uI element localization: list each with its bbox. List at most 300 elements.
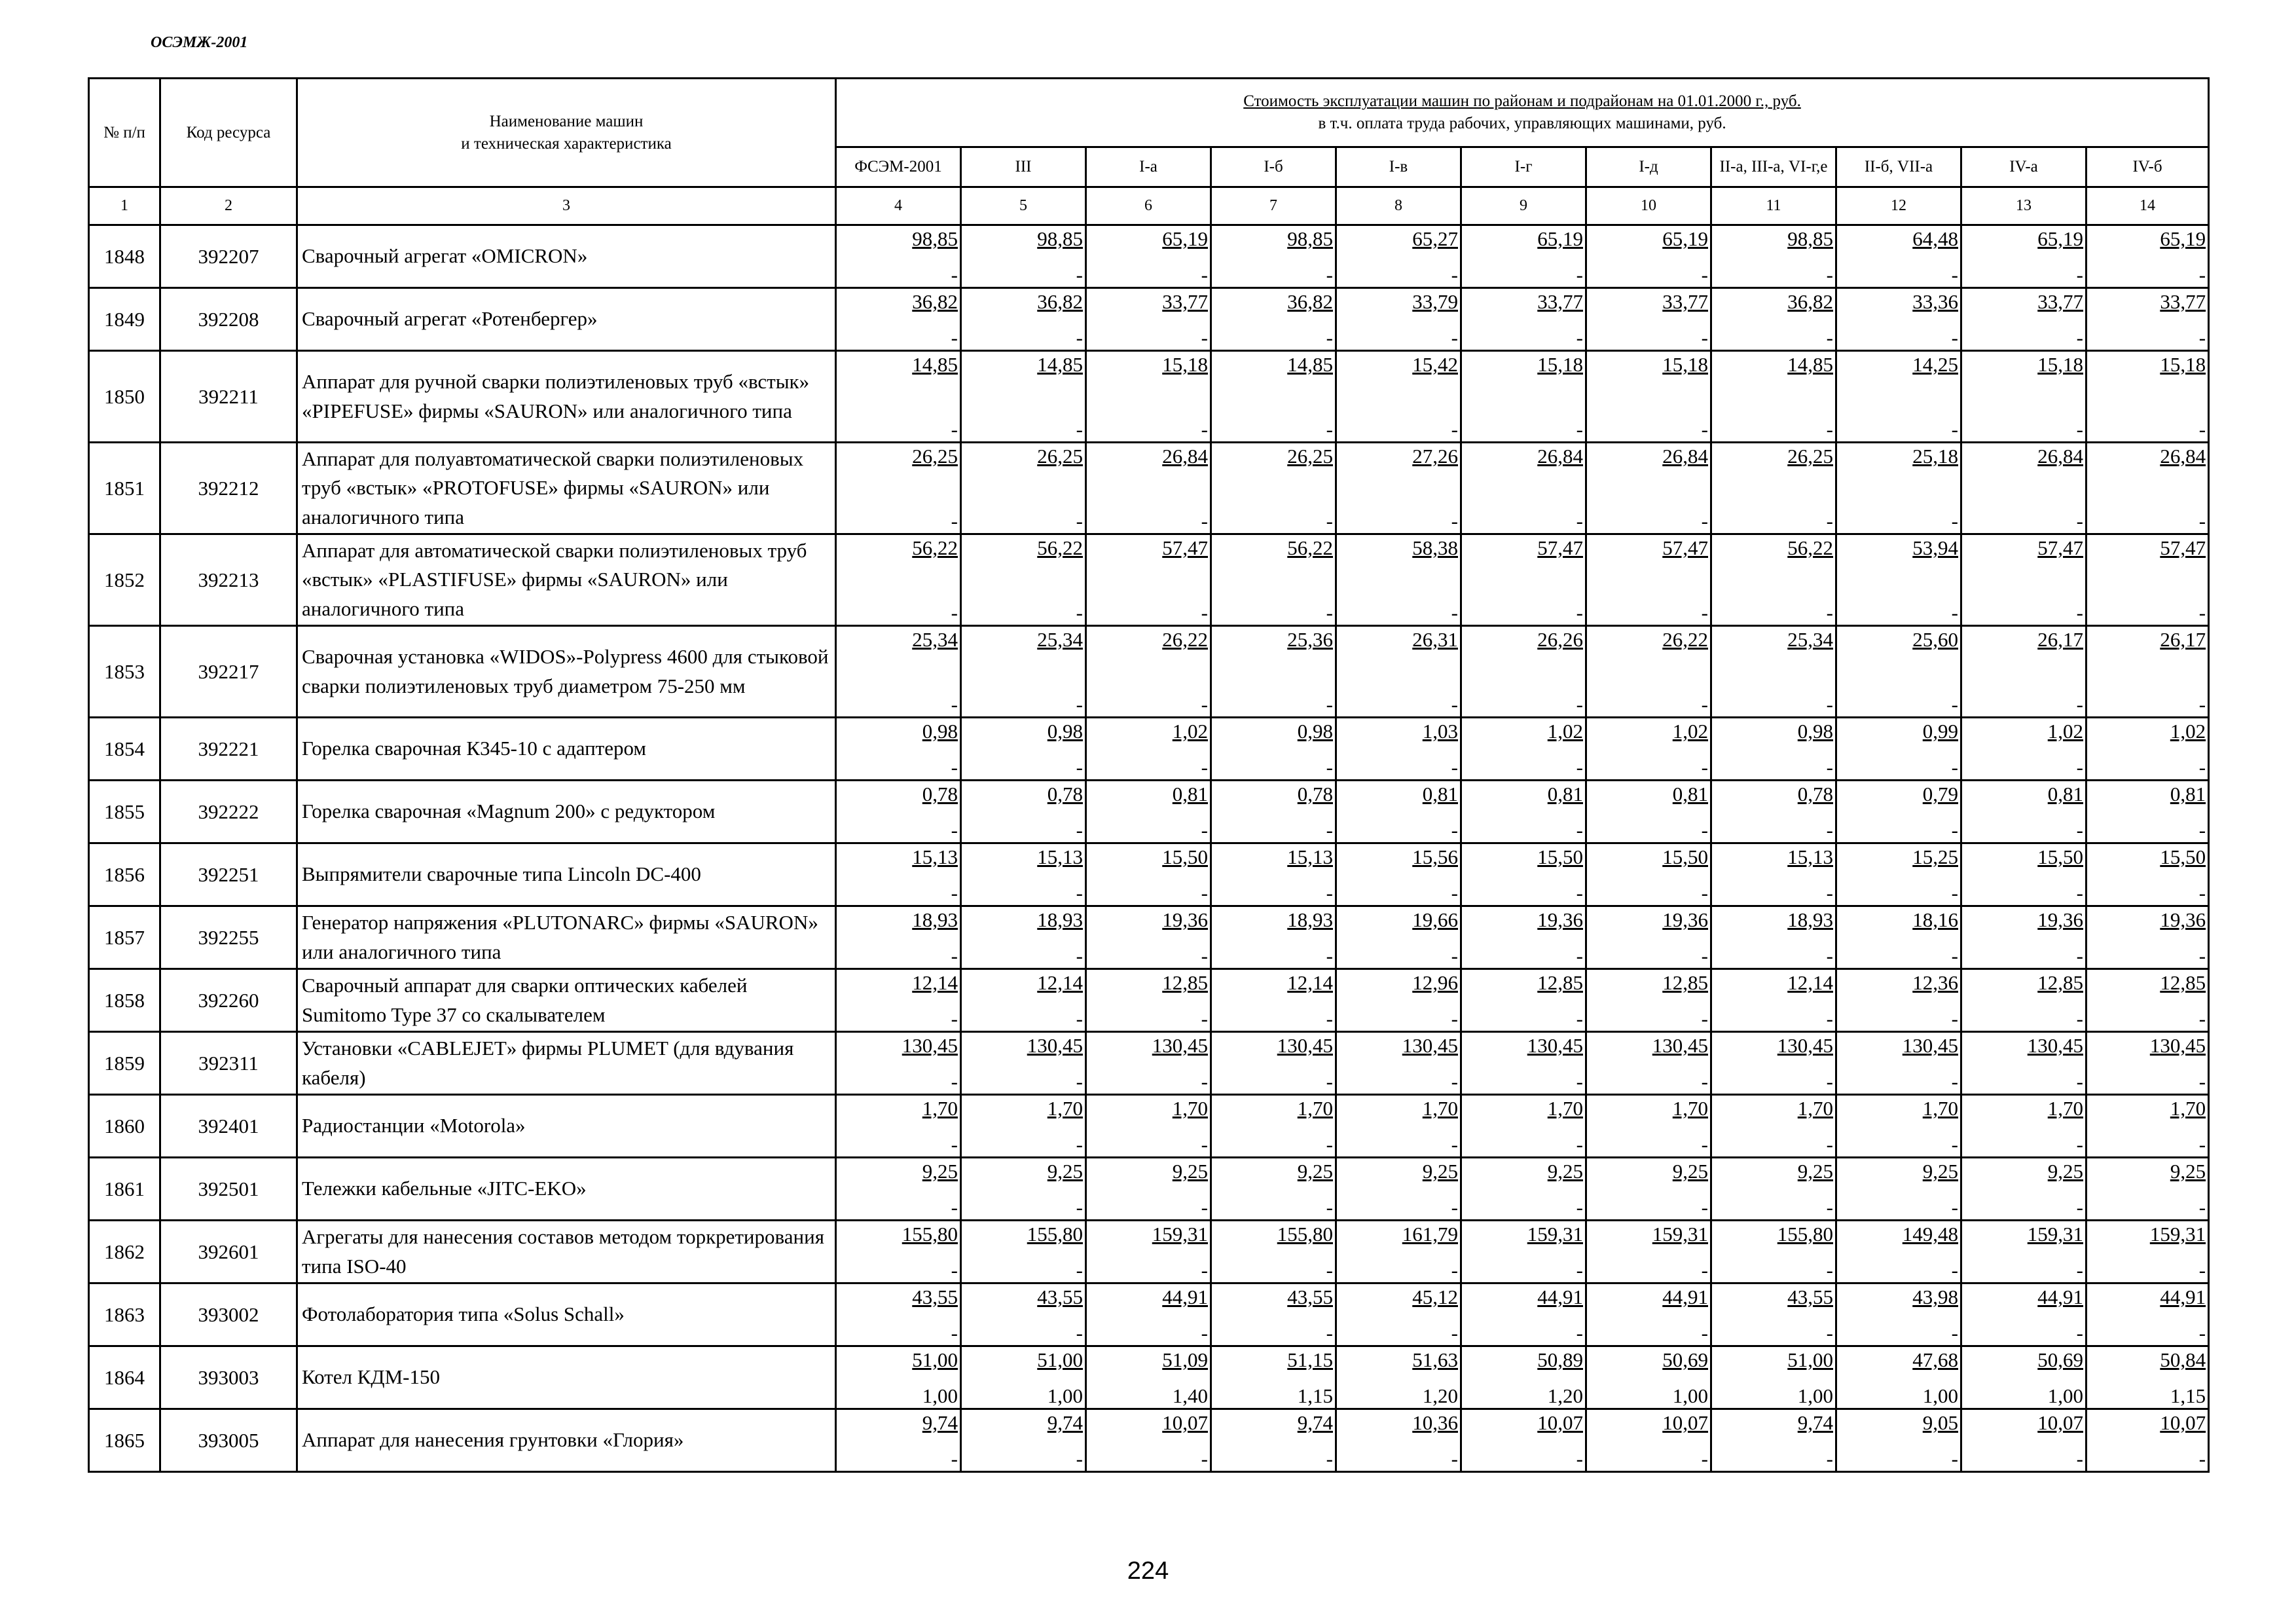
cost-cell [1836,969,1961,1032]
wage-value: - [1576,1196,1583,1219]
cost-cell [1461,781,1586,843]
cost-value: 53,94 [1912,536,1958,559]
wage-value: - [1451,1321,1458,1344]
column-number: 12 [1836,187,1961,225]
region-header: ФСЭМ-2001 [836,147,961,187]
wage-value: - [1076,263,1083,286]
cost-cell [1461,843,1586,906]
wage-value: - [1451,1133,1458,1156]
cost-cell [1336,718,1461,781]
cost-value: 14,25 [1912,353,1958,376]
wage-value: - [1701,1321,1708,1344]
cost-value: 130,45 [1777,1034,1833,1057]
cost-value: 19,36 [2160,908,2206,931]
machine-name: Аппарат для нанесения грунтовки «Глория» [297,1409,836,1472]
cost-cell [2086,1346,2209,1409]
wage-value: - [1576,756,1583,779]
cost-value: 56,22 [1787,536,1833,559]
cost-value: 15,50 [2037,845,2083,868]
cost-value: 26,25 [1287,445,1333,468]
cost-value: 9,25 [1922,1160,1958,1183]
wage-value: - [1326,1259,1333,1282]
cost-cell [1086,718,1211,781]
column-number: 4 [836,187,961,225]
cost-value: 9,25 [1047,1160,1083,1183]
cost-cell [1086,1409,1211,1472]
cost-value: 19,36 [1537,908,1583,931]
row-number: 1854 [89,718,160,781]
wage-value: - [1451,944,1458,967]
wage-value: - [1951,1007,1958,1030]
cost-value: 19,36 [2037,908,2083,931]
column-number: 3 [297,187,836,225]
resource-code: 392212 [160,443,297,534]
wage-value: - [1576,881,1583,904]
wage-value: - [1076,1196,1083,1219]
wage-value: 1,00 [1797,1384,1833,1407]
wage-value: - [2198,1196,2206,1219]
wage-value: - [1451,819,1458,841]
cost-cell [836,781,961,843]
cost-value: 0,78 [922,783,958,805]
cost-cell [1336,906,1461,969]
cost-cell [1836,1032,1961,1095]
cost-cell [1461,1095,1586,1158]
cost-cell [1211,288,1336,351]
column-number-row [89,187,2209,225]
cost-cell [1461,718,1586,781]
cost-value: 1,70 [2170,1097,2206,1120]
cost-value: 0,78 [1297,783,1333,805]
wage-value: - [951,693,958,716]
wage-value: - [951,418,958,441]
cost-value: 57,47 [1662,536,1708,559]
cost-value: 10,07 [1662,1411,1708,1434]
cost-cell [1711,969,1836,1032]
header-code: Код ресурса [160,79,297,187]
header-cost-subtitle: в т.ч. оплата труда рабочих, управляющих машинами, руб. [1318,115,1726,132]
cost-value: 64,48 [1912,227,1958,250]
cost-cell [1336,1283,1461,1346]
cost-value: 26,25 [1787,445,1833,468]
table-row [89,351,2209,443]
wage-value: - [1451,263,1458,286]
cost-cell [1086,1221,1211,1283]
cost-value: 25,34 [912,628,958,651]
wage-value: - [2076,756,2083,779]
cost-cell [2086,1095,2209,1158]
wage-value: - [2198,881,2206,904]
machine-name: Сварочная установка «WIDOS»-Polypress 4600 для стыковой сварки полиэтиленовых труб диаметром 75-250 мм [297,626,836,718]
cost-cell [1961,1158,2086,1221]
cost-cell [1461,1221,1586,1283]
wage-value: - [1576,1259,1583,1282]
cost-value: 50,69 [2037,1348,2083,1371]
wage-value: - [1826,418,1833,441]
cost-value: 98,85 [1037,227,1083,250]
wage-value: - [1076,1259,1083,1282]
machine-name: Сварочный аппарат для сварки оптических кабелей Sumitomo Type 37 со скалывателем [297,969,836,1032]
cost-value: 15,13 [912,845,958,868]
wage-value: - [1576,819,1583,841]
wage-value: - [1451,326,1458,349]
wage-value: - [1326,418,1333,441]
cost-cell [1086,288,1211,351]
cost-value: 0,98 [1297,720,1333,743]
wage-value: - [1201,263,1208,286]
wage-value: - [2076,881,2083,904]
wage-value: - [2076,326,2083,349]
cost-cell [1586,1283,1711,1346]
wage-value: - [1201,601,1208,624]
cost-cell [1086,225,1211,288]
wage-value: - [2076,1007,2083,1030]
cost-value: 18,93 [1037,908,1083,931]
cost-cell [2086,906,2209,969]
wage-value: - [1701,881,1708,904]
table-row [89,969,2209,1032]
cost-value: 10,36 [1412,1411,1458,1434]
wage-value: - [2198,1259,2206,1282]
cost-value: 15,50 [1162,845,1208,868]
cost-value: 15,56 [1412,845,1458,868]
cost-cell [1336,781,1461,843]
wage-value: - [951,944,958,967]
cost-value: 15,50 [1662,845,1708,868]
wage-value: - [1326,756,1333,779]
wage-value: - [1326,1196,1333,1219]
cost-cell [1461,1346,1586,1409]
cost-value: 33,77 [2037,290,2083,313]
cost-value: 0,78 [1047,783,1083,805]
cost-cell [961,1409,1086,1472]
wage-value: - [1201,693,1208,716]
cost-cell [1336,969,1461,1032]
cost-value: 45,12 [1412,1285,1458,1308]
cost-cell [1586,288,1711,351]
wage-value: - [2076,693,2083,716]
wage-value: - [1826,819,1833,841]
wage-value: - [1451,881,1458,904]
wage-value: - [1201,326,1208,349]
cost-value: 12,96 [1412,971,1458,994]
wage-value: - [2198,263,2206,286]
wage-value: - [1701,326,1708,349]
cost-value: 12,14 [912,971,958,994]
row-number: 1861 [89,1158,160,1221]
cost-value: 161,79 [1402,1223,1458,1246]
wage-value: 1,20 [1422,1384,1458,1407]
cost-cell [1711,906,1836,969]
wage-value: - [1576,418,1583,441]
cost-value: 9,25 [922,1160,958,1183]
cost-cell [1086,1283,1211,1346]
cost-value: 57,47 [1162,536,1208,559]
row-number: 1848 [89,225,160,288]
cost-value: 0,81 [1672,783,1708,805]
wage-value: - [1201,944,1208,967]
cost-value: 19,36 [1662,908,1708,931]
cost-cell [836,1409,961,1472]
cost-value: 159,31 [2149,1223,2206,1246]
cost-cell [836,1221,961,1283]
wage-value: - [1451,418,1458,441]
cost-cell [1461,1283,1586,1346]
cost-value: 15,50 [2160,845,2206,868]
machine-name: Сварочный агрегат «Ротенбергер» [297,288,836,351]
cost-value: 10,07 [1537,1411,1583,1434]
row-number: 1862 [89,1221,160,1283]
wage-value: - [951,1447,958,1470]
cost-value: 65,19 [1162,227,1208,250]
cost-value: 1,70 [2047,1097,2083,1120]
cost-value: 44,91 [1537,1285,1583,1308]
column-number: 11 [1711,187,1836,225]
cost-value: 130,45 [1652,1034,1708,1057]
cost-value: 36,82 [912,290,958,313]
table-row [89,1221,2209,1283]
cost-cell [1211,225,1336,288]
cost-value: 25,34 [1787,628,1833,651]
cost-cell [1461,1409,1586,1472]
wage-value: - [1826,1133,1833,1156]
cost-cell [1211,1283,1336,1346]
wage-value: - [1451,509,1458,532]
wage-value: - [1326,819,1333,841]
cost-cell [1586,781,1711,843]
cost-value: 159,31 [1652,1223,1708,1246]
cost-cell [1461,534,1586,626]
cost-cell [1211,1409,1336,1472]
resource-code: 392501 [160,1158,297,1221]
wage-value: 1,00 [922,1384,958,1407]
wage-value: - [1576,263,1583,286]
cost-cell [1961,1283,2086,1346]
cost-cell [1836,1158,1961,1221]
cost-value: 0,98 [1047,720,1083,743]
wage-value: - [2198,601,2206,624]
cost-cell [2086,843,2209,906]
cost-cell [1961,1221,2086,1283]
cost-value: 9,74 [922,1411,958,1434]
cost-cell [1336,443,1461,534]
cost-cell [1086,843,1211,906]
header-num: № п/п [89,79,160,187]
wage-value: - [1076,1321,1083,1344]
cost-value: 12,14 [1787,971,1833,994]
column-number: 9 [1461,187,1586,225]
cost-value: 1,70 [1797,1097,1833,1120]
cost-value: 26,25 [1037,445,1083,468]
cost-value: 56,22 [912,536,958,559]
wage-value: - [1701,756,1708,779]
cost-cell [1086,1032,1211,1095]
cost-value: 9,25 [1172,1160,1208,1183]
wage-value: - [1076,1007,1083,1030]
cost-cell [1711,1158,1836,1221]
cost-value: 50,69 [1662,1348,1708,1371]
column-number: 1 [89,187,160,225]
cost-value: 1,02 [1672,720,1708,743]
wage-value: - [1826,509,1833,532]
cost-value: 57,47 [2037,536,2083,559]
cost-value: 1,03 [1422,720,1458,743]
cost-cell [836,225,961,288]
cost-cell [1086,443,1211,534]
cost-cell [836,1032,961,1095]
cost-value: 26,22 [1162,628,1208,651]
cost-value: 56,22 [1287,536,1333,559]
cost-value: 12,14 [1287,971,1333,994]
row-number: 1863 [89,1283,160,1346]
wage-value: - [1576,1007,1583,1030]
wage-value: - [951,1133,958,1156]
cost-value: 130,45 [1527,1034,1583,1057]
cost-value: 58,38 [1412,536,1458,559]
cost-value: 10,07 [1162,1411,1208,1434]
cost-cell [2086,969,2209,1032]
cost-value: 1,02 [2047,720,2083,743]
wage-value: - [1951,756,1958,779]
cost-value: 18,93 [912,908,958,931]
wage-value: - [1076,509,1083,532]
cost-cell [1211,718,1336,781]
cost-value: 10,07 [2037,1411,2083,1434]
cost-cell [1211,843,1336,906]
cost-cell [836,351,961,443]
cost-value: 159,31 [1152,1223,1208,1246]
wage-value: - [1076,1133,1083,1156]
cost-value: 19,66 [1412,908,1458,931]
wage-value: - [1076,881,1083,904]
cost-cell [1086,534,1211,626]
wage-value: - [951,601,958,624]
cost-cell [1586,906,1711,969]
wage-value: - [951,1070,958,1093]
cost-value: 10,07 [2160,1411,2206,1434]
wage-value: - [1951,693,1958,716]
cost-value: 51,09 [1162,1348,1208,1371]
resource-code: 392251 [160,843,297,906]
cost-value: 0,79 [1922,783,1958,805]
wage-value: - [2076,1259,2083,1282]
wage-value: - [2076,944,2083,967]
cost-value: 155,80 [902,1223,958,1246]
wage-value: 1,00 [1672,1384,1708,1407]
cost-cell [1211,906,1336,969]
cost-value: 33,79 [1412,290,1458,313]
cost-value: 50,89 [1537,1348,1583,1371]
row-number: 1858 [89,969,160,1032]
cost-value: 9,05 [1922,1411,1958,1434]
table-row [89,443,2209,534]
cost-value: 1,70 [1047,1097,1083,1120]
cost-value: 12,85 [2160,971,2206,994]
cost-cell [1961,626,2086,718]
cost-cell [1836,443,1961,534]
wage-value: - [1951,1447,1958,1470]
wage-value: - [1951,601,1958,624]
cost-cell [961,443,1086,534]
machine-name: Горелка сварочная К345-10 с адаптером [297,718,836,781]
cost-cell [2086,718,2209,781]
region-header: II-а, III-а, VI-г,е [1711,147,1836,187]
cost-value: 65,27 [1412,227,1458,250]
wage-value: - [2076,263,2083,286]
cost-cell [961,969,1086,1032]
wage-value: - [1701,1133,1708,1156]
table-row [89,781,2209,843]
cost-value: 9,25 [1422,1160,1458,1183]
resource-code: 392207 [160,225,297,288]
row-number: 1849 [89,288,160,351]
wage-value: - [1951,1133,1958,1156]
cost-value: 98,85 [1787,227,1833,250]
wage-value: - [1326,1321,1333,1344]
cost-cell [1836,718,1961,781]
region-header: III [961,147,1086,187]
cost-cell [1711,225,1836,288]
wage-value: - [1076,1070,1083,1093]
cost-cell [961,718,1086,781]
cost-value: 9,74 [1297,1411,1333,1434]
machine-name: Аппарат для автоматической сварки полиэтиленовых труб «встык» «PLASTIFUSE» фирмы «SAURON» или аналогичного типа [297,534,836,626]
cost-cell [1586,626,1711,718]
cost-value: 15,18 [1162,353,1208,376]
cost-value: 130,45 [2027,1034,2083,1057]
wage-value: - [2198,1321,2206,1344]
table-row [89,1346,2209,1409]
cost-cell [1711,351,1836,443]
cost-cell [1211,1032,1336,1095]
wage-value: - [1826,601,1833,624]
cost-cell [1211,1158,1336,1221]
cost-value: 18,93 [1787,908,1833,931]
cost-cell [961,906,1086,969]
machine-name: Котел КДМ-150 [297,1346,836,1409]
header-cost [836,79,2209,147]
wage-value: - [951,326,958,349]
cost-cell [1336,843,1461,906]
cost-cell [961,351,1086,443]
table-body [89,225,2209,1472]
wage-value: - [1576,1133,1583,1156]
header-name [297,79,836,187]
cost-value: 51,63 [1412,1348,1458,1371]
cost-cell [1836,1283,1961,1346]
table-row [89,1032,2209,1095]
wage-value: - [1201,509,1208,532]
cost-cell [961,1221,1086,1283]
wage-value: - [1826,1007,1833,1030]
resource-code: 392211 [160,351,297,443]
cost-value: 44,91 [2160,1285,2206,1308]
wage-value: - [2076,1070,2083,1093]
document-title: ОСЭМЖ-2001 [151,34,248,51]
wage-value: - [2198,819,2206,841]
wage-value: - [2076,601,2083,624]
cost-value: 25,60 [1912,628,1958,651]
cost-cell [961,288,1086,351]
wage-value: - [2198,1007,2206,1030]
cost-cell [1461,351,1586,443]
wage-value: 1,00 [1922,1384,1958,1407]
cost-value: 26,17 [2037,628,2083,651]
cost-value: 33,77 [1662,290,1708,313]
cost-cell [1586,1221,1711,1283]
resource-code: 392221 [160,718,297,781]
cost-value: 0,81 [1172,783,1208,805]
